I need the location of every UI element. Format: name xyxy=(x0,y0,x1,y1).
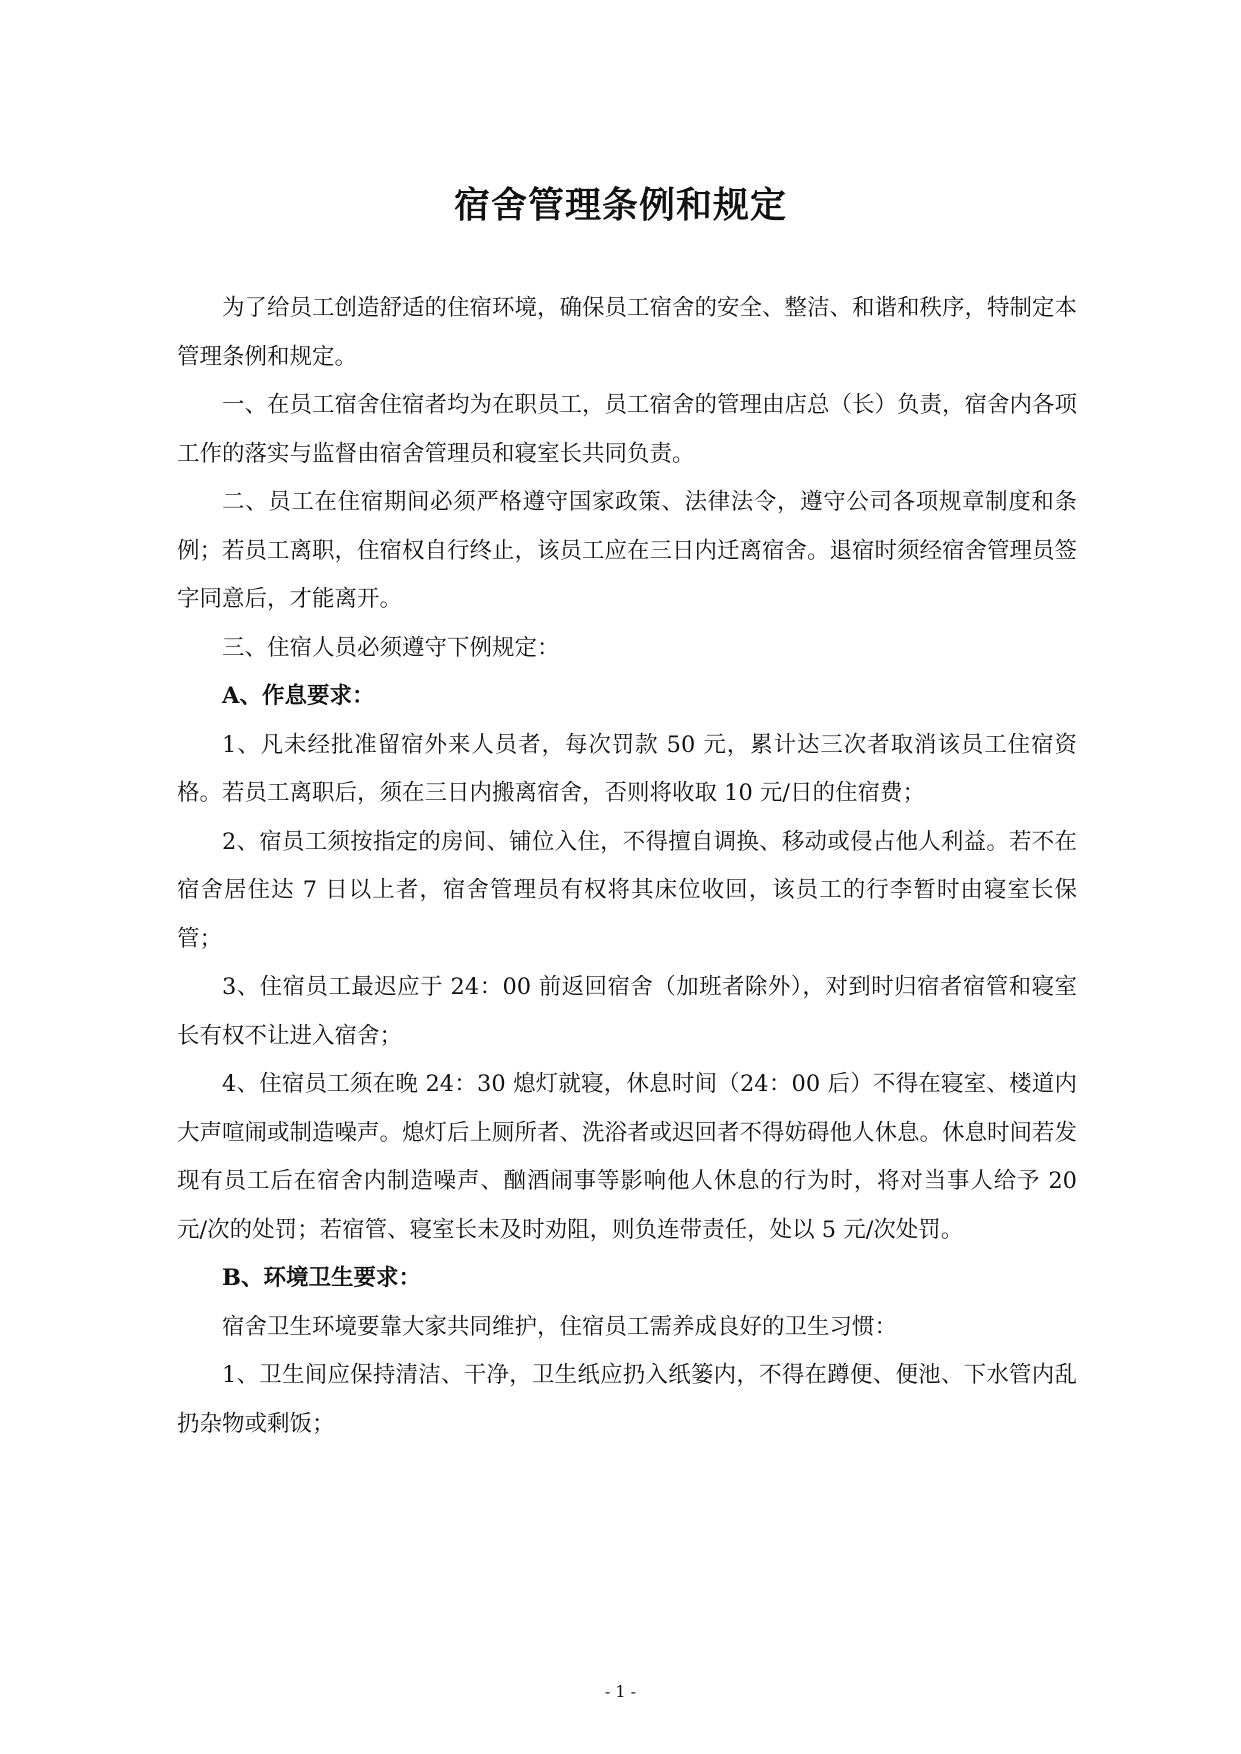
rule-b1-paragraph: 1、卫生间应保持清洁、干净，卫生纸应扔入纸篓内，不得在蹲便、便池、下水管内乱扔杂物或剩饭； xyxy=(177,1362,1077,1437)
rule-a3-paragraph: 3、住宿员工最迟应于 24：00 前返回宿舍（加班者除外），对到时归宿者宿管和寝室长有权不让进入宿舍； xyxy=(177,974,1077,1049)
section-a-heading: A、作息要求： xyxy=(222,683,375,709)
page-title: 宿舍管理条例和规定 xyxy=(453,185,787,226)
rule-a4-paragraph: 4、住宿员工须在晚 24：30 熄灯就寝，休息时间（24：00 后）不得在寝室、楼道内大声喧闹或制造噪声。熄灯后上厕所者、洗浴者或迟回者不得妨碍他人休息。休息时间若发现有员工后在宿舍内制造噪声、酗酒闹事等影响他人休息的行为时，将对当事人给予 20 元/次的处罚；若宿管、寝室长未及时劝阻，则负连带责任，处以 5 元/次处罚。 xyxy=(177,1071,1078,1243)
page-number: - 1 - xyxy=(604,1682,637,1701)
rule-a2-paragraph: 2、宿员工须按指定的房间、铺位入住，不得擅自调换、移动或侵占他人利益。若不在宿舍居住达 7 日以上者，宿舍管理员有权将其床位收回，该员工的行李暂时由寝室长保管； xyxy=(177,828,1077,952)
section-b-heading: B、环境卫生要求： xyxy=(222,1265,422,1291)
article-3-paragraph: 三、住宿人员必须遵守下例规定： xyxy=(222,634,560,661)
article-1-paragraph: 一、在员工宿舍住宿者均为在职员工，员工宿舍的管理由店总（长）负责，宿舍内各项工作的落实与监督由宿舍管理员和寝室长共同负责。 xyxy=(177,392,1078,467)
article-2-paragraph: 二、员工在住宿期间必须严格遵守国家政策、法律法令，遵守公司各项规章制度和条例；若员工离职，住宿权自行终止，该员工应在三日内迁离宿舍。退宿时须经宿舍管理员签字同意后，才能离开。 xyxy=(177,489,1078,612)
intro-paragraph: 为了给员工创造舒适的住宿环境，确保员工宿舍的安全、整洁、和谐和秩序，特制定本管理条例和规定。 xyxy=(177,295,1078,370)
document-body xyxy=(177,284,1077,1448)
section-b-intro-paragraph: 宿舍卫生环境要靠大家共同维护，住宿员工需养成良好的卫生习惯： xyxy=(222,1313,898,1340)
rule-a1-paragraph: 1、凡未经批准留宿外来人员者，每次罚款 50 元，累计达三次者取消该员工住宿资格。若员工离职后，须在三日内搬离宿舍，否则将收取 10 元/日的住宿费； xyxy=(177,731,1077,806)
